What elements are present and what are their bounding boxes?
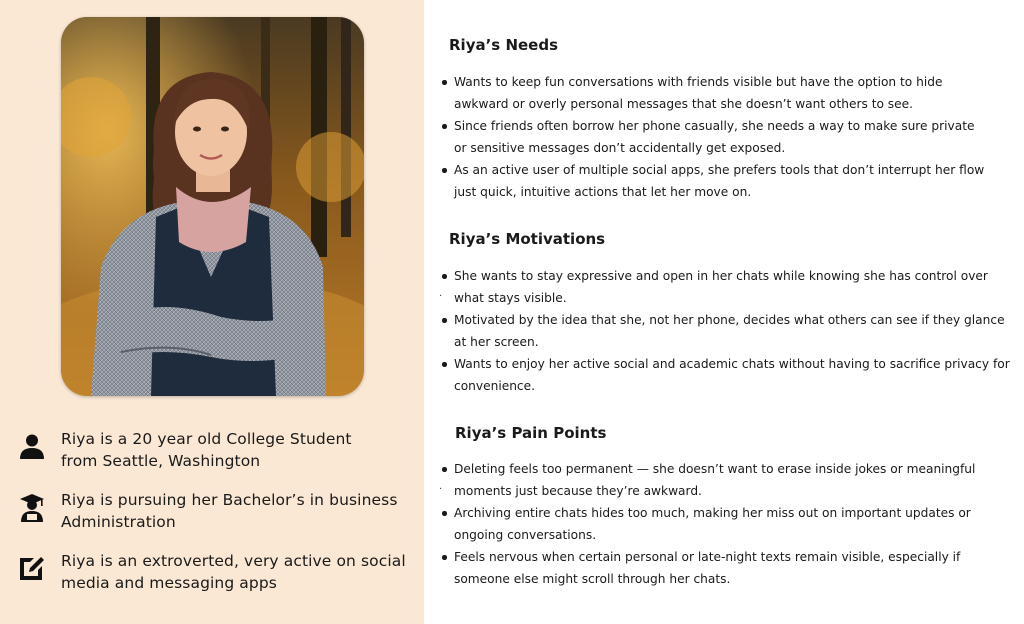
bullet-line: someone else might scroll through her chats. <box>454 572 731 586</box>
persona-photo <box>61 17 364 396</box>
edit-icon <box>16 552 48 584</box>
stray-dot: . <box>439 481 443 492</box>
motivations-list <box>442 265 1012 397</box>
fact-line: Administration <box>61 513 176 531</box>
fact-age-location <box>16 428 406 472</box>
fact-social <box>16 550 406 594</box>
fact-line: media and messaging apps <box>61 574 277 592</box>
motivations-title: Riya’s Motivations <box>449 230 606 248</box>
bullet-line: Motivated by the idea that she, not her phone, decides what others can see if they glance <box>454 313 1005 327</box>
bullet-line: convenience. <box>454 379 535 393</box>
bullet-line: what stays visible. <box>454 291 567 305</box>
list-item <box>442 265 1012 309</box>
list-item <box>442 159 1012 203</box>
needs-list <box>442 71 1012 203</box>
bullet-line: moments just because they’re awkward. <box>454 484 702 498</box>
persona-photo-illustration <box>61 17 364 396</box>
list-item <box>442 502 1012 546</box>
stray-dot: . <box>439 288 443 299</box>
pain-points-title: Riya’s Pain Points <box>455 424 607 442</box>
bullet-line: She wants to stay expressive and open in her chats while knowing she has control over <box>454 269 988 283</box>
bullet-line: Archiving entire chats hides too much, making her miss out on important updates or <box>454 506 971 520</box>
fact-line: Riya is an extroverted, very active on social <box>61 552 406 570</box>
list-item <box>442 458 1012 502</box>
fact-line: from Seattle, Washington <box>61 452 261 470</box>
list-item <box>442 353 1012 397</box>
bullet-line: ongoing conversations. <box>454 528 597 542</box>
bullet-line: Wants to keep fun conversations with friends visible but have the option to hide <box>454 75 943 89</box>
bullet-line: Deleting feels too permanent — she doesn’t want to erase inside jokes or meaningful <box>454 462 976 476</box>
bullet-line: Wants to enjoy her active social and academic chats without having to sacrifice privacy for <box>454 357 1010 371</box>
persona-panel <box>0 0 424 624</box>
fact-line: Riya is pursuing her Bachelor’s in business <box>61 491 398 509</box>
list-item <box>442 546 1012 590</box>
bullet-line: Since friends often borrow her phone casually, she needs a way to make sure private <box>454 119 975 133</box>
graduate-icon <box>16 491 48 523</box>
person-icon <box>16 430 48 462</box>
persona-details <box>424 0 1024 624</box>
bullet-line: at her screen. <box>454 335 539 349</box>
bullet-line: awkward or overly personal messages that she doesn’t want others to see. <box>454 97 914 111</box>
bullet-line: just quick, intuitive actions that let her move on. <box>454 185 752 199</box>
bullet-line: As an active user of multiple social apps, she prefers tools that don’t interrupt her flow <box>454 163 985 177</box>
pain-points-list <box>442 458 1012 590</box>
list-item <box>442 115 1012 159</box>
list-item <box>442 71 1012 115</box>
bullet-line: or sensitive messages don’t accidentally get exposed. <box>454 141 786 155</box>
needs-title: Riya’s Needs <box>449 36 559 54</box>
bullet-line: Feels nervous when certain personal or late-night texts remain visible, especially if <box>454 550 961 564</box>
list-item <box>442 309 1012 353</box>
fact-line: Riya is a 20 year old College Student <box>61 430 352 448</box>
fact-education <box>16 489 406 533</box>
